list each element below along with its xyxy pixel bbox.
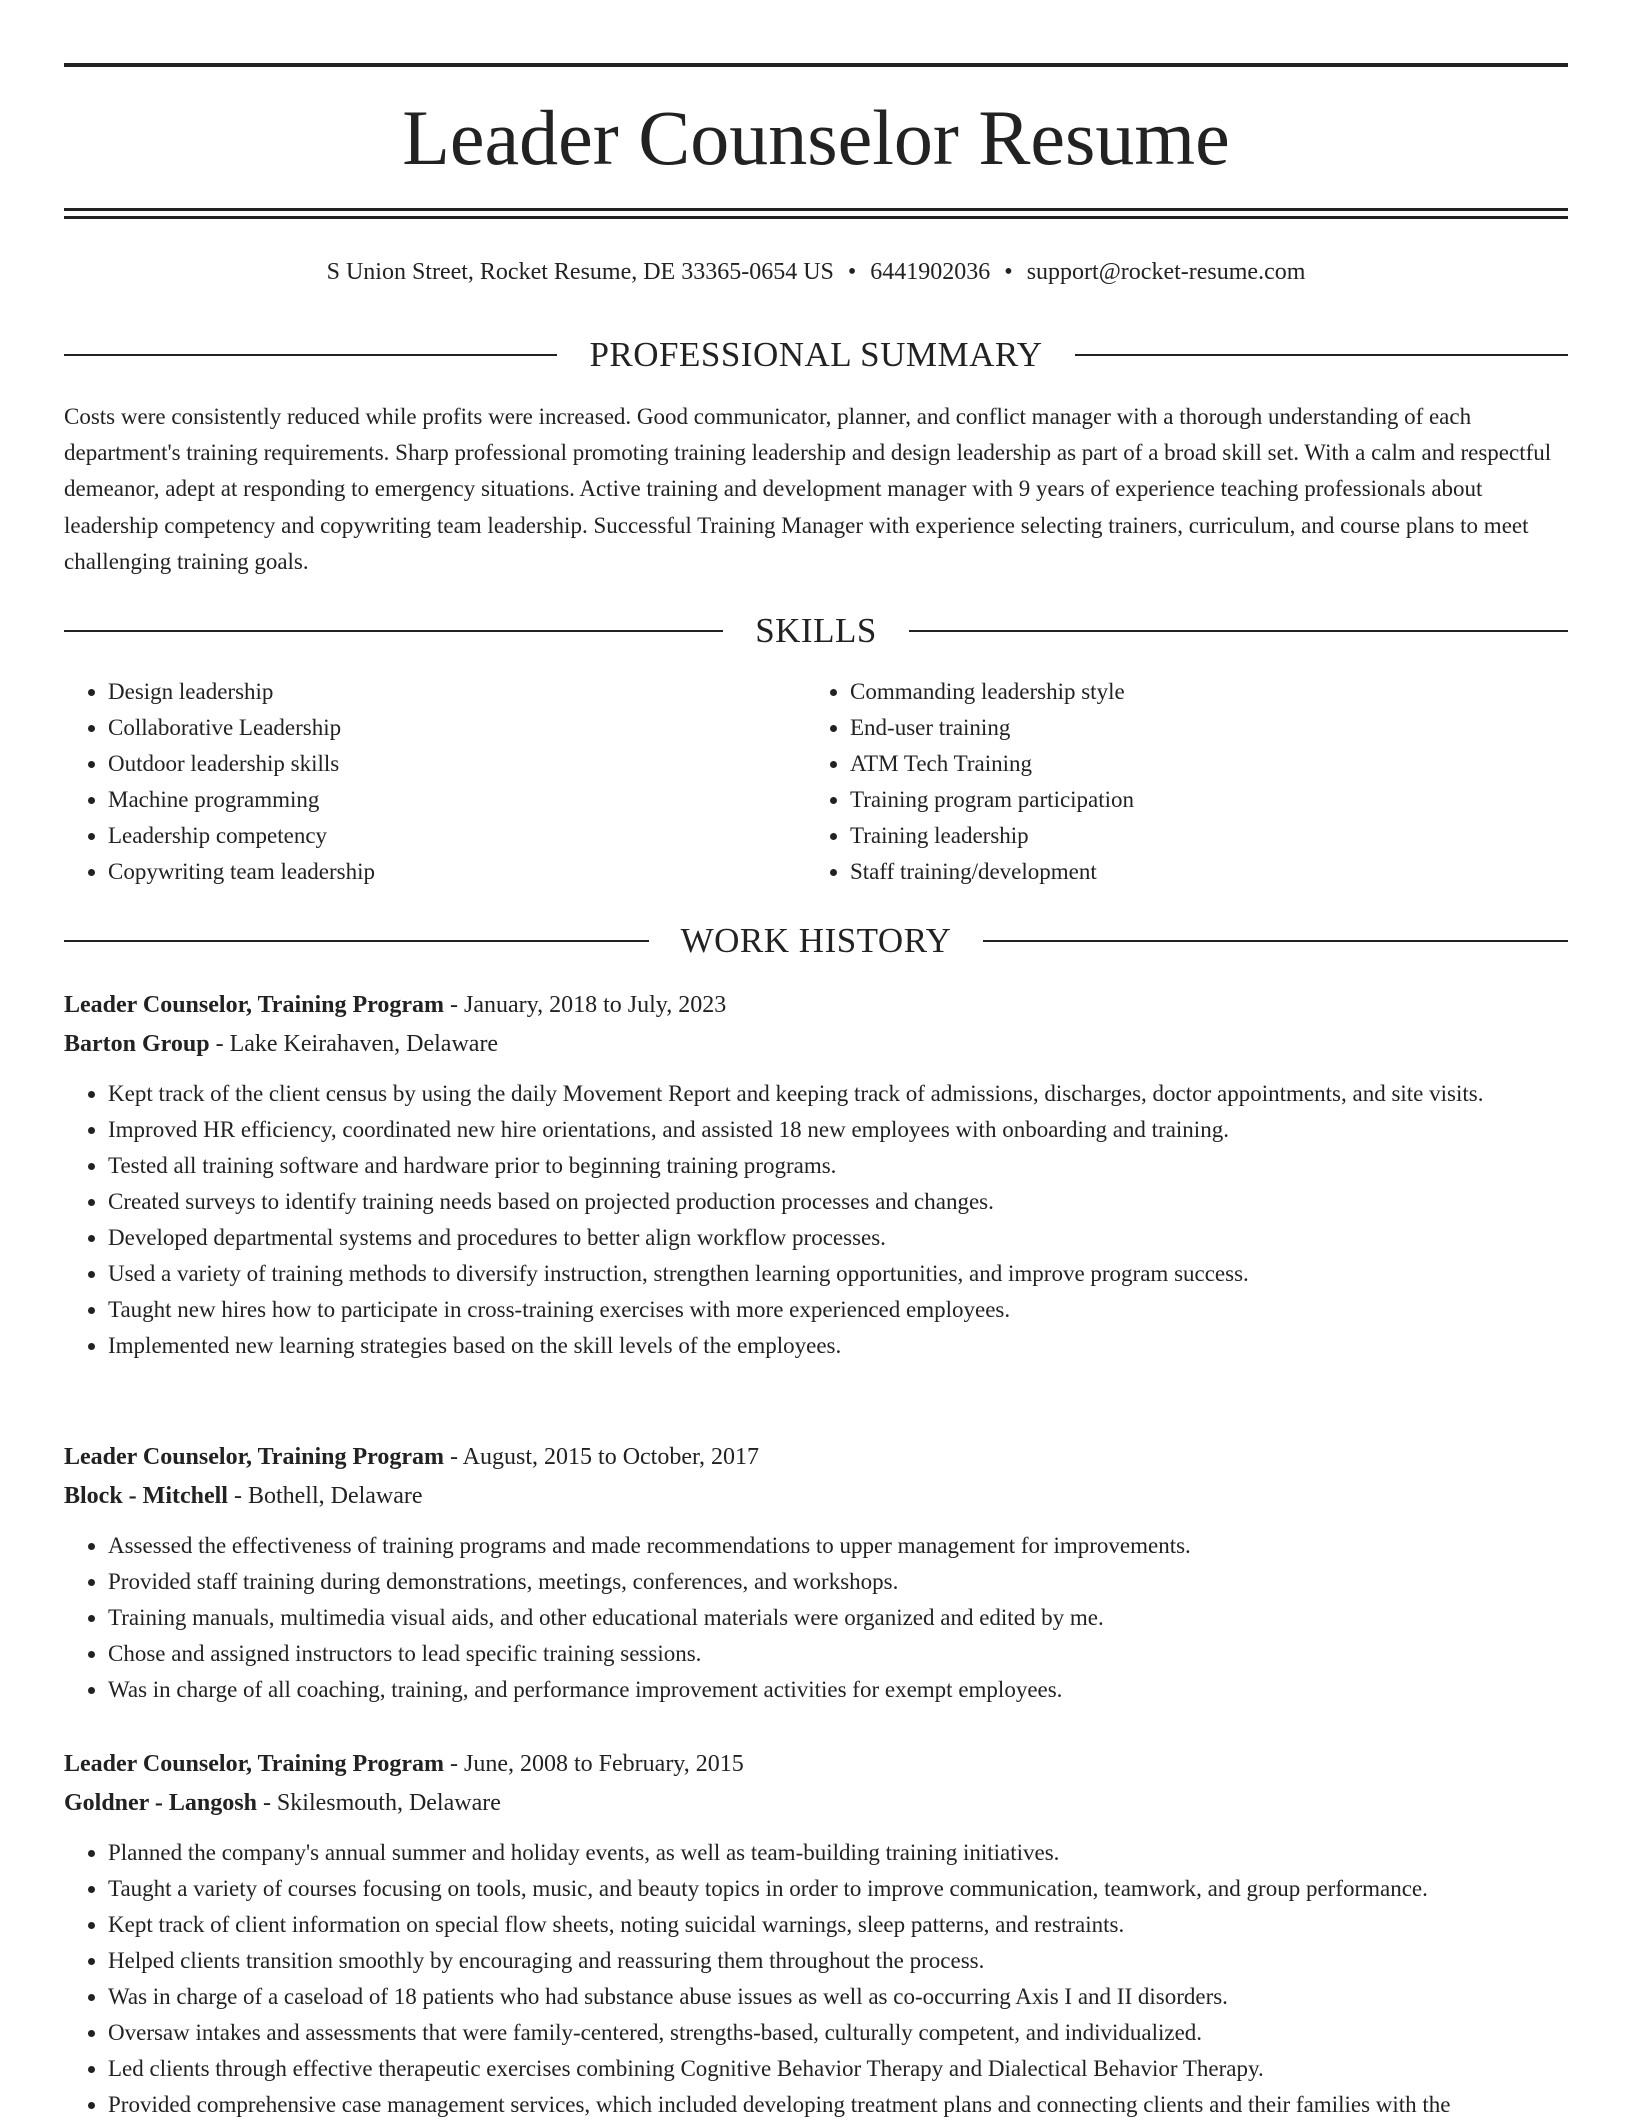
job-bullet: • Provided staff training during demonstrations, meetings, conferences, and workshops. (108, 1564, 1568, 1600)
job-location: - Skilesmouth, Delaware (256, 1790, 501, 1816)
job-company-line (64, 1477, 1568, 1516)
skill-item: • ATM Tech Training (850, 746, 1550, 782)
job-company-line (64, 1025, 1568, 1064)
job-entry (64, 986, 1568, 1364)
job-bullet: • Was in charge of all coaching, training, and performance improvement activities for exempt employees. (108, 1672, 1568, 1708)
job-bullet: • Kept track of the client census by using the daily Movement Report and keeping track of admissions, discharges, doctor appointments, and site visits. (108, 1076, 1568, 1112)
job-bullet: • Taught new hires how to participate in cross-training exercises with more experienced employees. (108, 1292, 1568, 1328)
heading-rule (64, 354, 557, 356)
section-title: PROFESSIONAL SUMMARY (589, 335, 1043, 374)
contact-phone: 6441902036 (870, 259, 991, 285)
skill-item: • Design leadership (108, 674, 806, 710)
job-bullet: • Provided comprehensive case management services, which included developing treatment plans and connecting clients and their families with the (108, 2087, 1568, 2123)
job-bullets (64, 1076, 1568, 1364)
job-bullet: • Chose and assigned instructors to lead specific training sessions. (108, 1636, 1568, 1672)
job-bullet: • Kept track of client information on special flow sheets, noting suicidal warnings, sleep patterns, and restraints. (108, 1907, 1568, 1943)
job-title: Leader Counselor, Training Program (64, 1444, 445, 1470)
title-double-rule (64, 208, 1568, 219)
contact-separator: • (1004, 259, 1013, 285)
job-company: Goldner - Langosh (64, 1790, 257, 1816)
job-bullet: • Implemented new learning strategies based on the skill levels of the employees. (108, 1328, 1568, 1364)
skill-item: • Outdoor leadership skills (108, 746, 806, 782)
skill-item: • Training leadership (850, 818, 1550, 854)
job-dates: - August, 2015 to October, 2017 (444, 1444, 760, 1470)
section-title: WORK HISTORY (680, 921, 952, 960)
heading-rule (983, 940, 1568, 942)
section-heading-work-history (64, 919, 1568, 963)
contact-line (64, 254, 1568, 290)
heading-rule (909, 630, 1568, 632)
section-heading-summary (64, 333, 1568, 377)
summary-paragraph: Costs were consistently reduced while profits were increased. Good communicator, planner, and conflict manager with a thorough understanding of each department's training requirements. Sharp professional promoting training leadership and design leadership as part of a broad skill set. With a calm and respectful demeanor, adept at responding to emergency situations. Active training and development manager with 9 years of experience teaching professionals about leadership competency and copywriting team leadership. Successful Training Manager with experience selecting trainers, curriculum, and course plans to meet challenging training goals. (64, 404, 1552, 574)
heading-rule (64, 630, 723, 632)
job-bullet: • Created surveys to identify training needs based on projected production processes and changes. (108, 1184, 1568, 1220)
job-dates: - June, 2008 to February, 2015 (444, 1751, 744, 1777)
job-bullet: • Taught a variety of courses focusing on tools, music, and beauty topics in order to improve communication, teamwork, and group performance. (108, 1871, 1568, 1907)
top-rule (64, 63, 1568, 67)
job-dates: - January, 2018 to July, 2023 (444, 992, 727, 1018)
skill-item: • Staff training/development (850, 854, 1550, 890)
job-bullet: • Planned the company's annual summer and holiday events, as well as team-building training initiatives. (108, 1835, 1568, 1871)
job-title-line (64, 986, 1568, 1025)
job-entry (64, 1745, 1568, 2123)
contact-separator: • (847, 259, 857, 285)
job-bullet: • Assessed the effectiveness of training programs and made recommendations to upper management for improvements. (108, 1528, 1568, 1564)
job-bullet: • Developed departmental systems and procedures to better align workflow processes. (108, 1220, 1568, 1256)
job-bullet: • Training manuals, multimedia visual aids, and other educational materials were organized and edited by me. (108, 1600, 1568, 1636)
contact-email: support@rocket-resume.com (1026, 259, 1306, 285)
skills-column-left (64, 674, 806, 890)
section-heading-skills (64, 609, 1568, 653)
skill-item: • Commanding leadership style (850, 674, 1550, 710)
skill-item: • Copywriting team leadership (108, 854, 806, 890)
job-entry (64, 1438, 1568, 1708)
resume-title: Leader Counselor Resume (402, 94, 1230, 181)
skills-list (64, 674, 1568, 890)
heading-rule (64, 940, 649, 942)
skills-column-right (806, 674, 1550, 890)
job-bullet: • Improved HR efficiency, coordinated new hire orientations, and assisted 18 new employees with onboarding and training. (108, 1112, 1568, 1148)
job-bullet: • Led clients through effective therapeutic exercises combining Cognitive Behavior Therapy and Dialectical Behavior Therapy. (108, 2051, 1568, 2087)
job-bullets (64, 1835, 1568, 2123)
job-bullet: • Tested all training software and hardware prior to beginning training programs. (108, 1148, 1568, 1184)
job-bullet: • Used a variety of training methods to diversify instruction, strengthen learning opportunities, and improve program success. (108, 1256, 1568, 1292)
skill-item: • End-user training (850, 710, 1550, 746)
skill-item: • Machine programming (108, 782, 806, 818)
job-company: Block - Mitchell (64, 1483, 228, 1509)
skill-item: • Leadership competency (108, 818, 806, 854)
job-title-line (64, 1745, 1568, 1784)
job-location: - Lake Keirahaven, Delaware (209, 1031, 499, 1057)
job-bullets (64, 1528, 1568, 1708)
section-title: SKILLS (755, 611, 877, 650)
job-bullet: • Helped clients transition smoothly by encouraging and reassuring them throughout the process. (108, 1943, 1568, 1979)
job-location: - Bothell, Delaware (227, 1483, 423, 1509)
skill-item: • Collaborative Leadership (108, 710, 806, 746)
job-title-line (64, 1438, 1568, 1477)
job-company: Barton Group (64, 1031, 210, 1057)
skill-item: • Training program participation (850, 782, 1550, 818)
contact-address: S Union Street, Rocket Resume, DE 33365-0654 US (326, 259, 834, 285)
heading-rule (1075, 354, 1568, 356)
job-bullet: • Oversaw intakes and assessments that were family-centered, strengths-based, culturally competent, and individualized. (108, 2015, 1568, 2051)
job-bullet: • Was in charge of a caseload of 18 patients who had substance abuse issues as well as co-occurring Axis I and II disorders. (108, 1979, 1568, 2015)
job-title: Leader Counselor, Training Program (64, 1751, 445, 1777)
job-title: Leader Counselor, Training Program (64, 992, 445, 1018)
job-company-line (64, 1784, 1568, 1823)
